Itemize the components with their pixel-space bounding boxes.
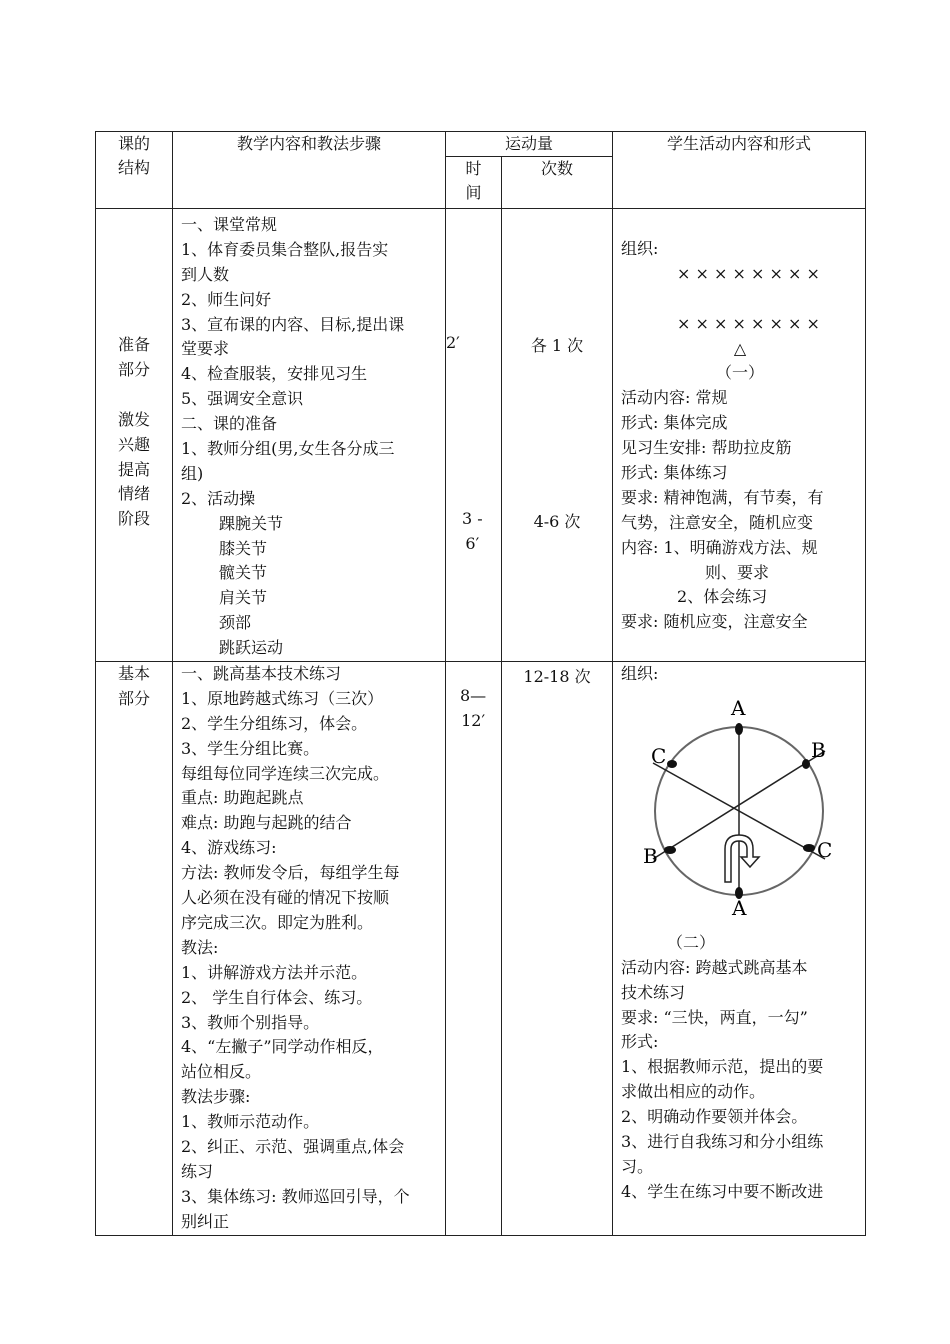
prep-content-line: 髋关节 [219, 563, 268, 583]
prep-student-line: 要求: 精神饱满，有节奏，有 [621, 487, 824, 507]
position-dot-c-right [803, 844, 815, 852]
basic-time-line: 8— [460, 686, 487, 706]
basic-content-line: 站位相反。 [181, 1062, 262, 1082]
basic-content-line: 1、讲解游戏方法并示范。 [181, 962, 368, 982]
prep-student-line: 2、体会练习 [677, 587, 768, 607]
prep-time [446, 209, 502, 662]
basic-student-line: 1、根据教师示范，提出的要 [621, 1057, 824, 1077]
basic-content-line: 重点: 助跑起跳点 [181, 788, 304, 808]
basic-student-line: 形式: [621, 1032, 659, 1052]
prep-student-line: （一） [716, 363, 765, 383]
header-count: 次数 [502, 157, 613, 209]
basic-count-value: 12-18 次 [523, 667, 591, 687]
basic-content-line: 难点: 助跑与起跳的结合 [181, 813, 352, 833]
prep-student-line [621, 287, 859, 312]
prep-time-2 [462, 507, 483, 557]
basic-content-line: 1、教师示范动作。 [181, 1112, 320, 1132]
label-a-top: A [731, 695, 746, 720]
prep-student-line: 组织: [621, 239, 659, 258]
prep-content-line: 1、教师分组(男,女生各分成三 [181, 439, 395, 459]
run-up-arrow-icon [725, 835, 759, 882]
basic-content [173, 662, 446, 1235]
header-student: 学生活动内容和形式 [613, 132, 866, 209]
basic-content-line: 3、教师个别指导。 [181, 1012, 320, 1032]
prep-structure-line: 情绪 [117, 484, 150, 504]
basic-student-line: 要求: “三快，两直，一勾” [621, 1007, 808, 1027]
teacher-marker: △ [733, 338, 747, 358]
prep-structure [96, 209, 173, 662]
prep-student-line: 内容: 1、明确游戏方法、规 [621, 537, 818, 557]
prep-content-line: 2、师生问好 [181, 289, 272, 309]
prep-time-2-line: 3 - [462, 509, 483, 528]
position-dot-b-right [802, 759, 810, 769]
basic-structure-line: 基本 [117, 664, 150, 684]
basic-content-line: 4、游戏练习: [181, 838, 277, 858]
basic-student-line: 习。 [621, 1156, 654, 1176]
header-structure-line: 结构 [117, 158, 150, 177]
basic-content-line: 别纠正 [181, 1211, 230, 1231]
header-load: 运动量 [446, 132, 613, 157]
basic-content-line: 教法步骤: [181, 1087, 251, 1107]
basic-student-line: 技术练习 [621, 982, 686, 1002]
basic-content-line: 2、 学生自行体会、练习。 [181, 987, 373, 1007]
prep-row [96, 209, 866, 662]
position-dot-a-top [735, 723, 743, 735]
label-b-left: B [643, 843, 658, 868]
prep-content-line: 颈部 [219, 613, 252, 633]
prep-content-line: 1、体育委员集合整队,报告实 [181, 239, 389, 259]
label-a-bottom: A [732, 895, 747, 917]
basic-student [613, 662, 866, 1235]
prep-count [502, 209, 613, 662]
label-c-right: C [817, 837, 833, 862]
prep-structure-line: 阶段 [117, 509, 150, 529]
prep-content-line: 一、课堂常规 [181, 215, 278, 234]
prep-content-line: 4、检查服装，安排见习生 [181, 364, 368, 384]
basic-structure-line: 部分 [117, 688, 150, 708]
basic-content-line: 1、原地跨越式练习（三次） [181, 688, 384, 708]
label-c-left: C [651, 743, 667, 768]
prep-content-line: 二、课的准备 [181, 414, 278, 434]
prep-student-line: 形式: 集体完成 [621, 413, 728, 433]
basic-student-line: 活动内容: 跨越式跳高基本 [621, 957, 808, 977]
prep-student-line: 要求: 随机应变，注意安全 [621, 612, 808, 632]
basic-student-line: （二） [667, 932, 716, 952]
basic-time-line: 12′ [461, 710, 486, 730]
label-b-right: B [811, 737, 826, 762]
basic-content-line: 3、学生分组比赛。 [181, 738, 320, 758]
formation-row: × × × × × × × × [677, 313, 820, 333]
basic-content-line: 方法: 教师发令后，每组学生每 [181, 863, 400, 883]
position-dot-c-left [667, 760, 677, 768]
prep-content-line: 踝腕关节 [219, 513, 284, 533]
header-content: 教学内容和教法步骤 [173, 132, 446, 209]
prep-structure-line: 部分 [117, 359, 150, 379]
prep-content-line: 堂要求 [181, 339, 230, 359]
header-structure-line: 课的 [117, 134, 150, 153]
basic-row [96, 662, 866, 1235]
high-jump-formation-diagram [629, 687, 849, 917]
basic-content-line: 2、纠正、示范、强调重点,体会 [181, 1136, 405, 1156]
header-time-line: 时 [465, 159, 482, 178]
basic-content-line: 3、集体练习: 教师巡回引导，个 [181, 1186, 410, 1206]
basic-content-line: 一、跳高基本技术练习 [181, 664, 342, 684]
prep-content-line: 跳跃运动 [219, 638, 284, 658]
lesson-plan-table [95, 131, 866, 1236]
prep-content [173, 209, 446, 662]
basic-time-value [460, 684, 486, 734]
prep-time-2-line: 6′ [465, 533, 480, 553]
header-time-line: 间 [465, 183, 482, 202]
basic-content-line: 练习 [181, 1161, 214, 1181]
basic-student-line: 求做出相应的动作。 [621, 1082, 766, 1102]
prep-content-line: 肩关节 [219, 588, 268, 608]
prep-student-line: 活动内容: 常规 [621, 388, 728, 408]
prep-student-line: 形式: 集体练习 [621, 463, 728, 483]
prep-student [613, 209, 866, 662]
basic-student-org: 组织: [621, 664, 659, 684]
prep-structure-line: 准备 [117, 335, 150, 354]
basic-structure [96, 662, 173, 1235]
header-structure [96, 132, 173, 209]
formation-row: × × × × × × × × [677, 263, 820, 283]
prep-student-line: 气势，注意安全，随机应变 [621, 512, 814, 532]
basic-student-line: 4、学生在练习中要不断改进 [621, 1181, 824, 1201]
basic-count [502, 662, 613, 1235]
prep-content-line: 到人数 [181, 264, 230, 284]
prep-structure-line: 激发 [117, 409, 150, 429]
prep-content-line: 组) [181, 463, 204, 483]
header-time [446, 157, 502, 209]
basic-time [446, 662, 502, 1235]
prep-content-line: 2、活动操 [181, 488, 256, 508]
prep-count-1: 各 1 次 [530, 336, 584, 355]
prep-content-line: 3、宣布课的内容、目标,提出课 [181, 314, 405, 334]
prep-content-line: 5、强调安全意识 [181, 389, 304, 409]
position-dot-b-left [664, 846, 676, 854]
prep-student-line: 见习生安排: 帮助拉皮筋 [621, 438, 792, 458]
basic-student-line: 3、进行自我练习和分小组练 [621, 1132, 824, 1152]
prep-time-1: 2′ [446, 333, 460, 352]
basic-content-line: 2、学生分组练习，体会。 [181, 713, 368, 733]
basic-student-line: 2、明确动作要领并体会。 [621, 1107, 808, 1127]
prep-content-line: 膝关节 [219, 538, 268, 558]
basic-content-line: 每组每位同学连续三次完成。 [181, 763, 390, 783]
prep-count-2: 4-6 次 [533, 512, 581, 531]
prep-structure-line: 兴趣 [117, 434, 150, 454]
header-row-1 [96, 132, 866, 157]
prep-student-line: 则、要求 [705, 562, 770, 582]
basic-content-line: 4、“左撇子”同学动作相反， [181, 1037, 384, 1057]
basic-content-line: 教法: [181, 937, 219, 957]
basic-content-line: 人必须在没有碰的情况下按顺 [181, 888, 390, 908]
prep-structure-line: 提高 [117, 459, 150, 479]
basic-content-line: 序完成三次。即定为胜利。 [181, 912, 374, 932]
